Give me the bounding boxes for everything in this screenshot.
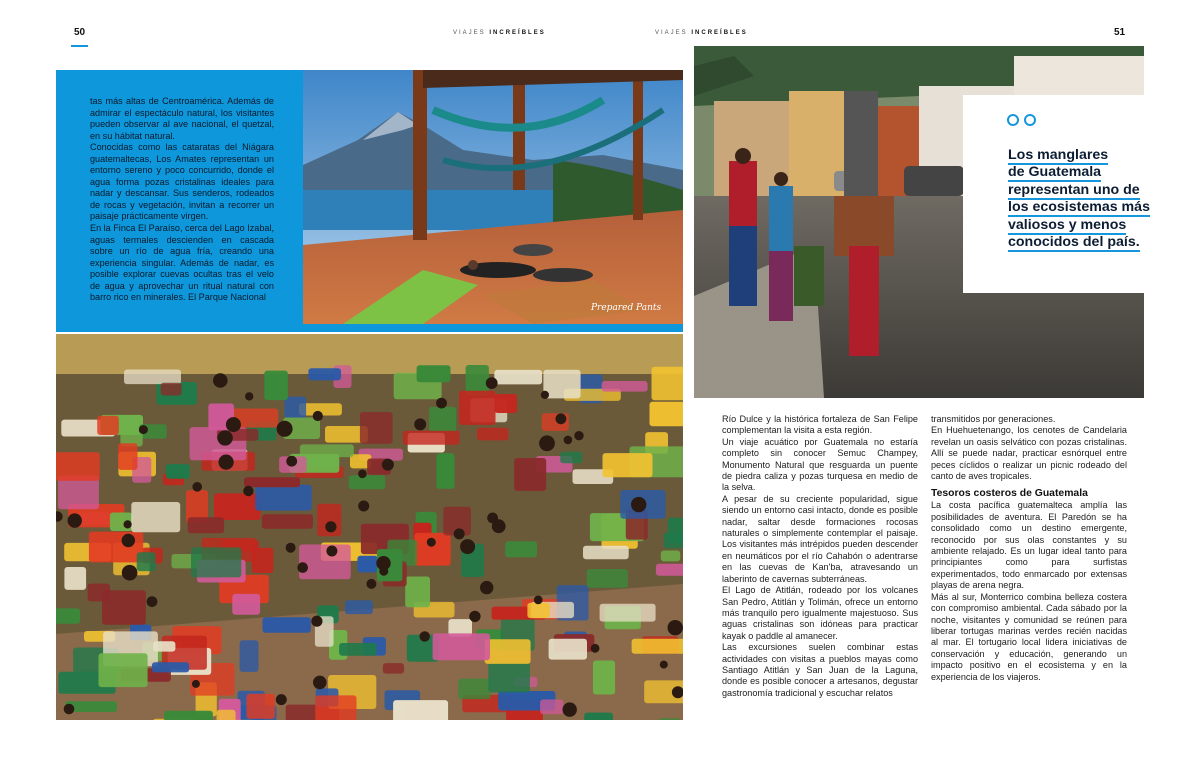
market-person-head — [213, 373, 228, 388]
market-person-head — [64, 704, 75, 715]
market-stall-shape — [232, 594, 260, 615]
market-person-head — [660, 661, 668, 669]
market-person-head — [358, 470, 367, 479]
market-person-head — [245, 392, 253, 400]
blue-panel-paragraph: Conocidas como las cataratas del Niágara guatemaltecas, Los Amates representan un entorno sereno y poco concurrido, donde el agua forma pozas cristalinas ideales para nadar y descansar. Sus senderos, rodeados de rocas y vegetación, invitan a recorrer un paisaje prácticamente virgen. — [90, 142, 274, 222]
market-person-head — [631, 497, 646, 512]
market-stall-shape — [602, 381, 648, 392]
market-person-head — [574, 431, 583, 440]
market-stall-shape — [56, 608, 80, 623]
body-column-a — [722, 414, 918, 699]
market-person-head — [486, 377, 498, 389]
pull-quote-line: Los manglares — [1008, 147, 1109, 163]
market-stall-shape — [164, 711, 213, 720]
paragraph: A pesar de su creciente popularidad, sigue siendo un entorno casi intacto, donde es posible nadar, saltar desde formaciones rocosas naturales o simplemente contemplar el paisaje. Los visitantes más intrépidos pueden descender en neumáticos por el río Cahabón o adentrarse en las cuevas de Kan'ba, atravesando un laberinto de cavernas subterráneas. — [722, 493, 918, 584]
market-person-head — [217, 430, 232, 445]
market-person-head — [460, 539, 475, 554]
paragraph: Más al sur, Monterrico combina belleza costera con compromiso ambiental. Cada sábado por la noche, visitantes y comunidad se reúnen para liberar tortugas marinas verdes recién nacidas al mar. El tortugario local lidera iniciativas de conservación y educación, generando un impacto positivo en el ecosistema y en la experiencia de los viajeros. — [931, 591, 1127, 682]
market-stall-shape — [477, 428, 509, 441]
market-stall-shape — [161, 383, 182, 396]
market-stall-shape — [403, 431, 460, 445]
paragraph: El Lago de Atitlán, rodeado por los volcanes San Pedro, Atitlán y Tolimán, ofrece un entorno más tranquilo pero igualmente majestuoso. Sus aguas cristalinas son idóneas para practicar kayak o paddle al amanecer. — [722, 585, 918, 641]
market-stall-shape — [299, 545, 351, 580]
photo-watermark: Prepared Pants — [591, 303, 662, 313]
market-stall-shape — [264, 371, 288, 401]
market-person-head — [219, 455, 234, 470]
market-stall-shape — [505, 541, 537, 557]
running-header-right — [655, 30, 748, 36]
market-stall-shape — [405, 577, 430, 608]
market-person-head — [147, 596, 158, 607]
market-stall-shape — [166, 464, 190, 479]
market-stall-shape — [131, 502, 180, 532]
market-stall-shape — [488, 663, 530, 693]
page-number-right: 51 — [1114, 27, 1126, 38]
body-column-b — [931, 414, 1127, 683]
market-person-head — [564, 436, 573, 445]
paragraph: Río Dulce y la histórica fortaleza de San Felipe complementan la visita a esta región. — [722, 414, 918, 436]
market-stall-shape — [315, 695, 356, 720]
market-person-head — [276, 694, 287, 705]
paragraph: transmitidos por generaciones. — [931, 414, 1056, 424]
market-stall-shape — [214, 493, 261, 520]
market-stall-shape — [118, 443, 137, 470]
market-stall-shape — [652, 367, 684, 401]
market-person-head — [436, 398, 447, 409]
market-stall-shape — [661, 551, 681, 562]
market-stall-shape — [587, 569, 628, 588]
market-person-head — [122, 565, 138, 581]
market-stall-shape — [247, 694, 275, 719]
market-person-head — [541, 391, 549, 399]
market-stall-shape — [584, 713, 613, 720]
running-header-left — [453, 30, 546, 36]
market-person-head — [556, 413, 567, 424]
market-stall-shape — [560, 452, 582, 464]
market-stall-shape — [97, 416, 119, 435]
market-person-head — [539, 435, 555, 451]
market-stall-shape — [99, 653, 148, 687]
blue-panel-paragraph: En la Finca El Paraíso, cerca del Lago Izabal, aguas termales descienden en cascada sobre un río de agua fría, creando una experiencia singular. Además de nadar, es posible explorar cuevas ocultas tras el velo de agua y aprovechar un ritual natural con barro rico en minerales. El Parque Nacional — [90, 223, 274, 303]
market-person-head — [563, 702, 577, 716]
market-stall-shape — [593, 661, 615, 695]
market-stall-shape — [494, 370, 542, 385]
market-person-head — [277, 421, 293, 437]
market-stall-shape — [124, 370, 181, 385]
market-stall-shape — [514, 458, 546, 491]
paragraph: La costa pacífica guatemalteca amplía las posibilidades de aventura. El Paredón se ha consolidado como un destino emergente, reconocido por sus olas constantes y su ambiente relajado. Es un lugar ideal tanto para principiantes como para surfistas experimentados, todo enmarcado por extensas playas de arena negra. — [931, 500, 1127, 591]
market-stall-shape — [255, 485, 312, 511]
market-stall-shape — [152, 662, 189, 672]
market-stall-shape — [191, 547, 241, 577]
pull-quote-dots-icon — [1007, 114, 1036, 126]
market-stall-shape — [349, 475, 386, 489]
market-person-head — [68, 513, 82, 527]
market-person-head — [286, 543, 296, 553]
paragraph: Las excursiones suelen combinar estas actividades con visitas a pueblos mayas como Santiago Atitlán y San Juan de la Laguna, donde es posible conocer a artesanos, degustar gastronomía tradicional y escuchar relatos — [722, 642, 918, 698]
market-stall-shape — [632, 639, 683, 654]
market-stall-shape — [360, 412, 393, 444]
blue-panel-paragraph: tas más altas de Centroamérica. Además de admirar el espectáculo natural, los visitantes pueden observar al ave nacional, el quetzal, en su hábitat natural. — [90, 96, 274, 141]
page-number-underline — [71, 45, 88, 47]
market-stall-shape — [64, 567, 86, 590]
market-stall-shape — [659, 718, 681, 720]
market-stall-shape — [244, 477, 300, 487]
market-person-head — [366, 579, 376, 589]
market-person-head — [124, 520, 132, 528]
market-stall-shape — [459, 391, 495, 425]
paragraph: Un viaje acuático por Guatemala no estaría completo sin conocer Semuc Champey, Monumento Natural que resguarda un puente de piedra caliza y pozas turquesa en medio de la selva. — [722, 436, 918, 493]
market-stall-shape — [240, 640, 259, 672]
market-person-head — [286, 456, 297, 467]
pull-quote-line: conocidos del país. — [1008, 234, 1140, 251]
market-person-head — [122, 534, 135, 547]
market-stall-shape — [383, 663, 404, 674]
market-stall-shape — [429, 407, 456, 432]
market-person-head — [382, 459, 394, 471]
market-person-head — [325, 521, 336, 532]
paragraph: En Huehuetenango, los cenotes de Candelaria revelan un oasis selvático con pozas cristalinas. Allí se puede nadar, practicar esnórquel entre peces cíclidos o realizar un picnic rodeado del canto de aves tropicales. — [931, 425, 1127, 482]
market-person-head — [591, 644, 600, 653]
market-stall-shape — [458, 679, 490, 700]
market-person-head — [379, 567, 388, 576]
pull-quote-line: de Guatemala — [1008, 164, 1102, 181]
market-stall-shape — [603, 453, 653, 477]
market-stall-shape — [414, 533, 450, 566]
running-header-prefix: VIAJES — [453, 30, 486, 36]
market-person-head — [313, 676, 327, 690]
market-stall-shape — [656, 564, 683, 576]
market-stall-shape — [540, 700, 563, 715]
market-person-head — [454, 528, 465, 539]
market-person-head — [226, 417, 241, 432]
market-stall-shape — [543, 370, 580, 399]
market-person-head — [358, 501, 369, 512]
running-header-prefix: VIAJES — [655, 30, 688, 36]
market-stall-shape — [345, 600, 373, 614]
market-stall-shape — [650, 402, 684, 427]
market-photo — [56, 334, 683, 720]
market-person-head — [139, 425, 148, 434]
market-stall-shape — [583, 546, 629, 560]
market-person-head — [297, 562, 308, 573]
market-stall-shape — [393, 700, 448, 720]
market-stall-shape — [600, 604, 656, 622]
blue-panel-text — [90, 96, 274, 304]
market-person-head — [326, 546, 337, 557]
market-person-head — [487, 513, 498, 524]
market-person-head — [534, 596, 543, 605]
yoga-deck-photo — [303, 70, 683, 324]
market-person-head — [243, 486, 253, 496]
market-stall-shape — [527, 603, 549, 618]
market-stall-shape — [495, 394, 517, 413]
market-person-head — [313, 411, 323, 421]
market-person-head — [420, 631, 430, 641]
yoga-deck-illustration — [303, 70, 683, 324]
market-illustration — [56, 334, 683, 720]
market-stall-shape — [188, 517, 224, 533]
market-stall-shape — [88, 584, 110, 602]
market-person-head — [668, 620, 683, 635]
running-header-bold: INCREÍBLES — [489, 30, 546, 36]
market-stall-shape — [436, 453, 454, 488]
market-stall-shape — [417, 365, 451, 382]
page-number-left: 50 — [74, 27, 86, 38]
market-stall-shape — [263, 617, 311, 632]
market-person-head — [480, 581, 493, 594]
market-stall-shape — [137, 552, 156, 571]
market-person-head — [469, 611, 480, 622]
market-stall-shape — [284, 397, 306, 419]
market-stall-shape — [89, 532, 143, 563]
market-stall-shape — [357, 556, 377, 573]
pull-quote-line: valiosos y menos — [1008, 216, 1127, 233]
market-stall-shape — [217, 710, 236, 720]
running-header-bold: INCREÍBLES — [691, 30, 748, 36]
market-person-head — [192, 482, 202, 492]
market-person-head — [427, 538, 436, 547]
market-stall-shape — [433, 633, 490, 660]
market-stall-shape — [339, 643, 376, 656]
pull-quote — [1008, 147, 1158, 251]
market-person-head — [414, 418, 426, 430]
market-stall-shape — [549, 639, 587, 660]
pull-quote-line: los ecosistemas más — [1008, 199, 1150, 216]
market-stall-shape — [664, 533, 684, 549]
section-heading: Tesoros costeros de Guatemala — [931, 488, 1088, 500]
pull-quote-line: representan uno de — [1008, 181, 1140, 198]
market-stall-shape — [485, 639, 531, 664]
market-person-head — [192, 680, 200, 688]
market-stall-shape — [56, 452, 100, 480]
market-person-head — [311, 616, 322, 627]
market-stall-shape — [308, 368, 341, 380]
market-stall-shape — [262, 514, 313, 529]
